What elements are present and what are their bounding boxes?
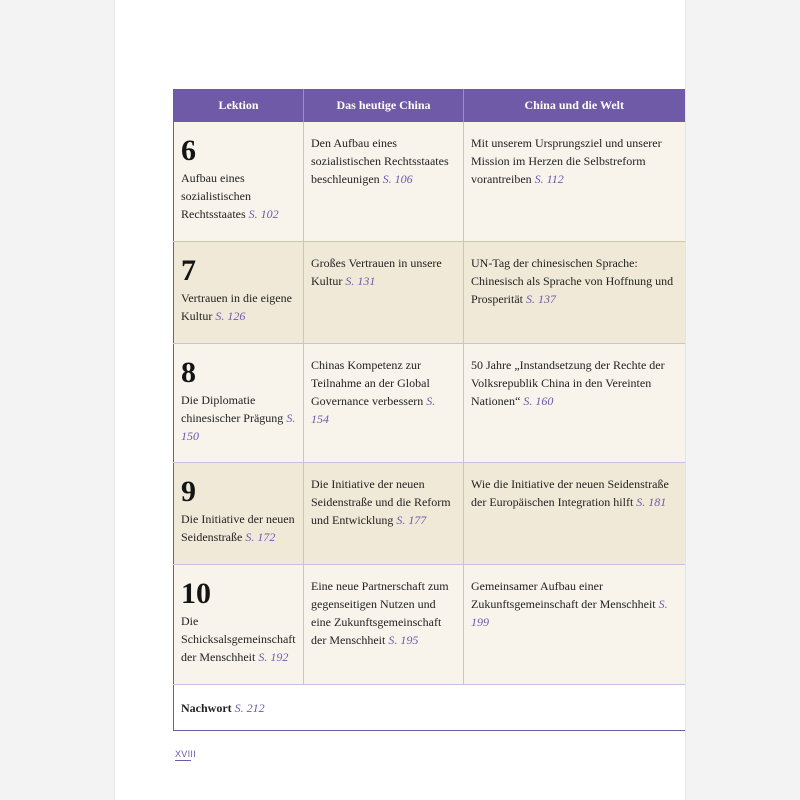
page-reference[interactable]: S. 102 xyxy=(248,207,279,221)
china-world-topic: UN-Tag der chinesischen Sprache: Chinesisch als Sprache von Hoffnung und Prosperität xyxy=(471,255,674,306)
page-reference[interactable]: S. 137 xyxy=(526,291,556,306)
page-reference[interactable]: S. 181 xyxy=(636,494,667,509)
lesson-row xyxy=(174,462,685,564)
china-world-cell xyxy=(464,343,685,462)
china-world-topic: 50 Jahre „Instandsetzung der Rechte der Volksrepublik China in den Vereinten Nationen“ xyxy=(471,357,665,408)
page-reference[interactable]: S. 212 xyxy=(234,700,265,715)
lesson-cell xyxy=(174,122,304,241)
page-reference[interactable]: S. 131 xyxy=(345,273,376,288)
lesson-row xyxy=(174,564,685,684)
page-reference[interactable]: S. 172 xyxy=(245,529,276,544)
header-row xyxy=(174,89,685,122)
page-reference[interactable]: S. 106 xyxy=(382,172,413,186)
lesson-title: Die Initiative der neuen Seidenstraße xyxy=(181,511,295,544)
page-reference[interactable]: S. 192 xyxy=(258,649,289,664)
lesson-row xyxy=(174,241,685,343)
china-today-topic: Chinas Kompetenz zur Teilnahme an der Global Governance verbessern xyxy=(311,357,430,408)
china-today-topic: Großes Vertrauen in unsere Kultur xyxy=(311,255,442,288)
lesson-number: 7 xyxy=(181,253,196,287)
lesson-cell xyxy=(174,343,304,462)
lesson-row xyxy=(174,122,685,241)
china-today-cell xyxy=(304,343,464,462)
lesson-number: 8 xyxy=(181,355,196,389)
lesson-title: Vertrauen in die eigene Kultur xyxy=(181,290,292,323)
page-reference[interactable]: S. 112 xyxy=(534,172,564,186)
lesson-row xyxy=(174,343,685,462)
page-reference[interactable]: S. 195 xyxy=(388,632,419,647)
china-today-topic: Den Aufbau eines sozialistischen Rechtsstaates beschleunigen xyxy=(311,136,449,186)
china-today-cell xyxy=(304,241,464,343)
lesson-cell xyxy=(174,241,304,343)
header-lektion: Lektion xyxy=(174,89,304,122)
lesson-title: Aufbau eines sozialistischen Rechtsstaates xyxy=(181,171,251,221)
nachwort-cell xyxy=(174,684,685,730)
china-today-topic: Eine neue Partnerschaft zum gegenseitigen Nutzen und eine Zukunftsgemeinschaft der Menschheit xyxy=(311,578,449,647)
lesson-title: Die Schicksalsgemeinschaft der Menschheit xyxy=(181,613,296,664)
lesson-number: 10 xyxy=(181,576,211,610)
lesson-number: 9 xyxy=(181,474,196,508)
china-world-topic: Gemeinsamer Aufbau einer Zukunftsgemeinschaft der Menschheit xyxy=(471,578,656,611)
page-reference[interactable]: S. 154 xyxy=(311,393,436,426)
page-reference[interactable]: S. 177 xyxy=(396,512,427,527)
china-world-cell xyxy=(464,564,685,684)
china-world-topic: Wie die Initiative der neuen Seidenstraße der Europäischen Integration hilft xyxy=(471,476,669,509)
page-reference[interactable]: S. 160 xyxy=(523,393,554,408)
china-today-cell xyxy=(304,122,464,241)
table-of-contents xyxy=(173,89,685,731)
page-number: XVIII xyxy=(175,749,197,759)
page-reference[interactable]: S. 150 xyxy=(181,410,296,443)
china-world-cell xyxy=(464,122,685,241)
page-reference[interactable]: S. 126 xyxy=(215,308,246,323)
header-china-welt: China und die Welt xyxy=(464,89,685,122)
lesson-title: Die Diplomatie chinesischer Prägung xyxy=(181,392,284,425)
china-today-cell xyxy=(304,564,464,684)
nachwort-row xyxy=(174,684,685,730)
lesson-cell xyxy=(174,564,304,684)
header-heutige-china: Das heutige China xyxy=(304,89,464,122)
page-number-underline xyxy=(175,760,191,761)
china-world-cell xyxy=(464,462,685,564)
nachwort-label: Nachwort xyxy=(181,700,232,715)
lesson-number: 6 xyxy=(181,134,196,167)
china-today-topic: Die Initiative der neuen Seidenstraße und die Reform und Entwicklung xyxy=(311,476,451,527)
page-reference[interactable]: S. 199 xyxy=(471,596,668,629)
lesson-cell xyxy=(174,462,304,564)
china-today-cell xyxy=(304,462,464,564)
china-world-cell xyxy=(464,241,685,343)
china-world-topic: Mit unserem Ursprungsziel und unserer Mission im Herzen die Selbstreform vorantreiben xyxy=(471,136,662,186)
